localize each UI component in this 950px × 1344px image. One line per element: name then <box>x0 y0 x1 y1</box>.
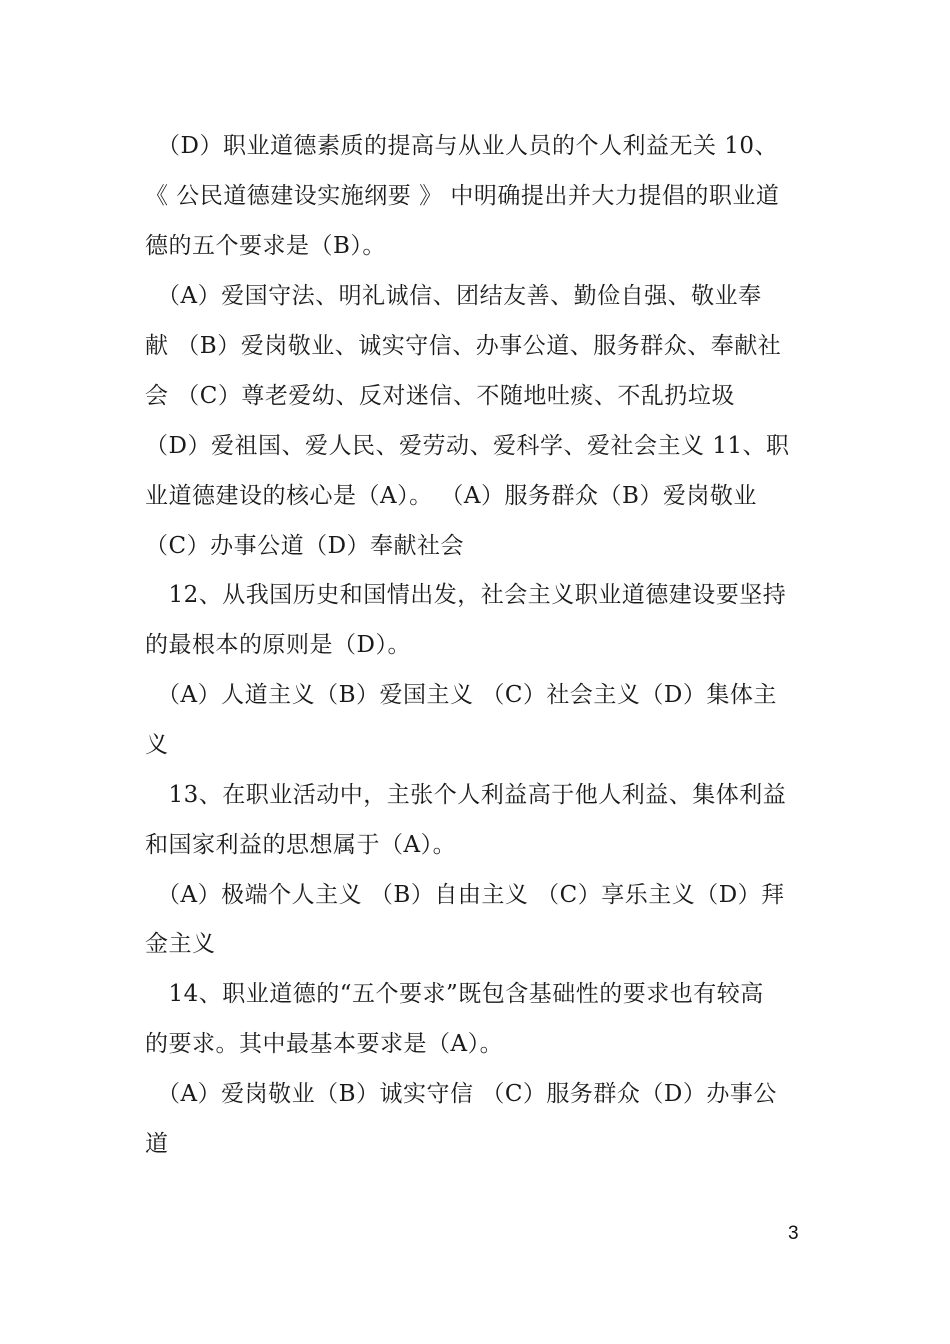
text-line: 献 （B）爱岗敬业、诚实守信、办事公道、服务群众、奉献社 <box>145 333 782 359</box>
text-line: （A）爱国守法、明礼诚信、团结友善、勤俭自强、敬业奉 <box>145 283 762 309</box>
text-line: （A）爱岗敬业（B）诚实守信 （C）服务群众（D）办事公 <box>145 1081 777 1107</box>
text-line: （A）极端个人主义 （B）自由主义 （C）享乐主义（D）拜 <box>145 882 785 908</box>
page-number: 3 <box>788 1223 799 1244</box>
text-line: 会 （C）尊老爱幼、反对迷信、不随地吐痰、不乱扔垃圾 <box>145 383 735 409</box>
text-line: （D）爱祖国、爱人民、爱劳动、爱科学、爱社会主义 11、职 <box>145 433 790 459</box>
text-line: 义 <box>145 732 169 758</box>
text-line: （C）办事公道（D）奉献社会 <box>145 533 465 559</box>
text-line: 和国家利益的思想属于（A）。 <box>145 832 457 858</box>
text-line: 金主义 <box>145 931 216 957</box>
text-line: 业道德建设的核心是（A）。 （A）服务群众（B）爱岗敬业 <box>145 483 757 509</box>
text-line: 12、从我国历史和国情出发，社会主义职业道德建设要坚持 <box>145 582 787 608</box>
text-line: 《 公民道德建设实施纲要 》 中明确提出并大力提倡的职业道 <box>145 183 780 209</box>
text-line: 德的五个要求是（B）。 <box>145 233 386 259</box>
text-line: 的要求。其中最基本要求是（A）。 <box>145 1031 504 1057</box>
text-line: 13、在职业活动中，主张个人利益高于他人利益、集体利益 <box>145 782 787 808</box>
text-line: （D）职业道德素质的提高与从业人员的个人利益无关 10、 <box>145 133 779 159</box>
text-line: （A）人道主义（B）爱国主义 （C）社会主义（D）集体主 <box>145 682 777 708</box>
text-line: 道 <box>145 1131 169 1157</box>
text-line: 14、职业道德的“五个要求”既包含基础性的要求也有较高 <box>145 981 764 1007</box>
text-line: 的最根本的原则是（D）。 <box>145 632 411 658</box>
